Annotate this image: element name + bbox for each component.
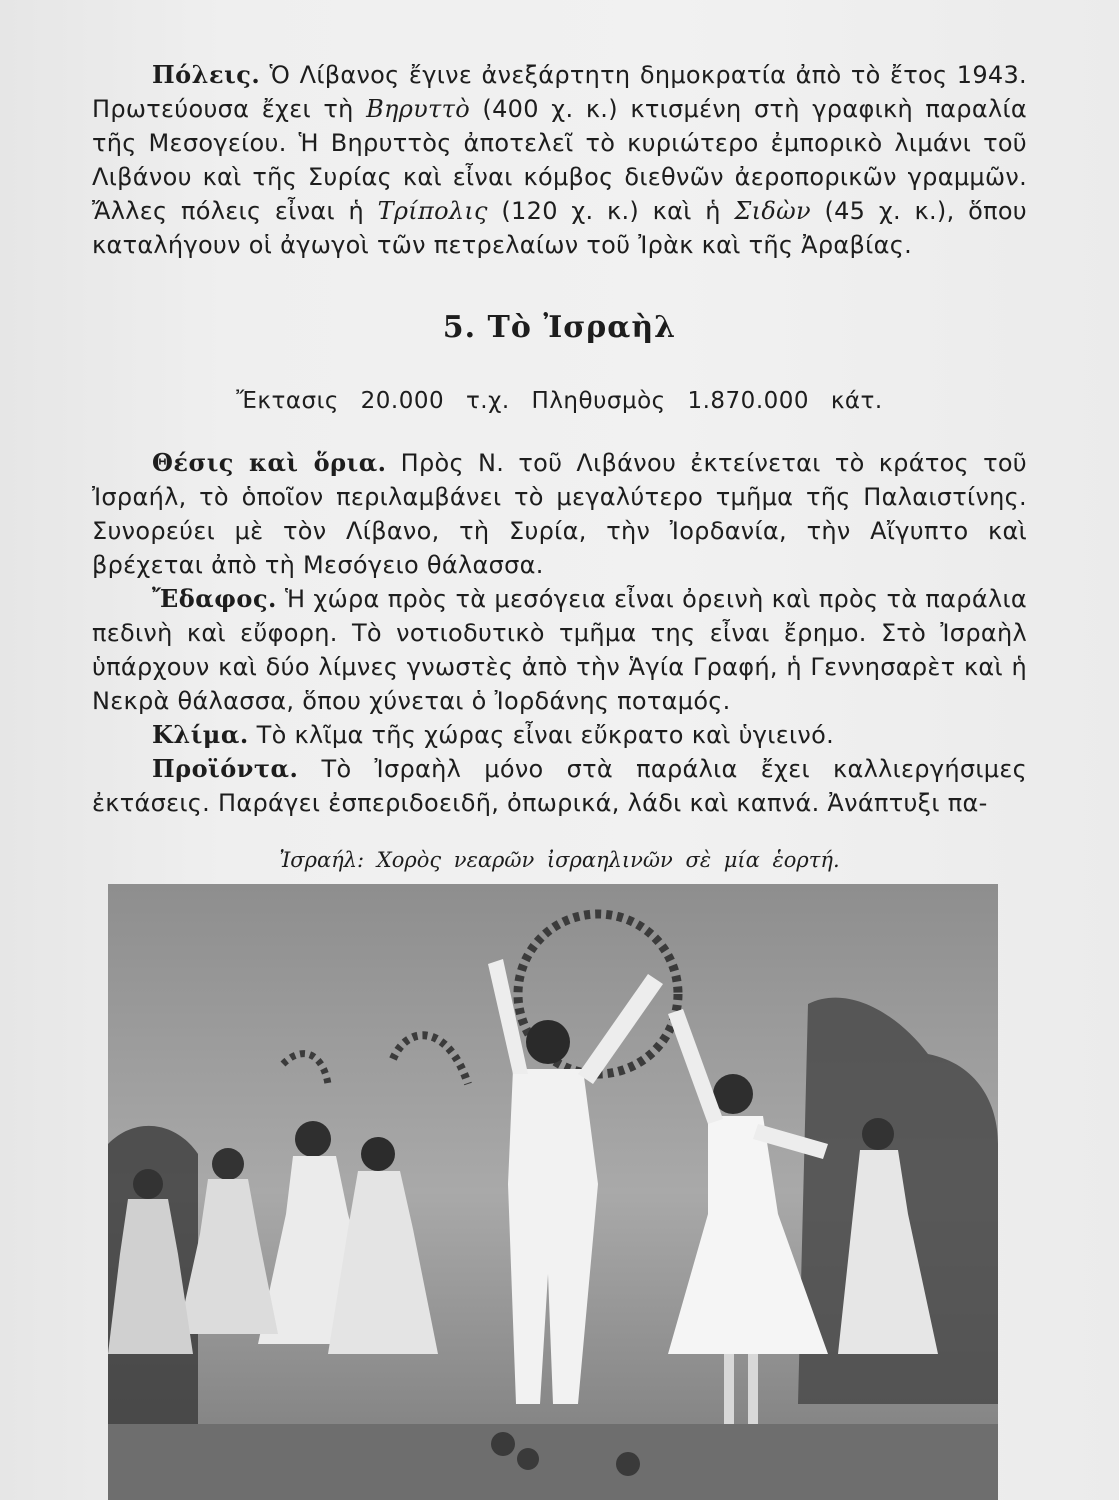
dance-photo <box>108 884 998 1500</box>
area-population-line: Ἔκτασις 20.000 τ.χ. Πληθυσμὸς 1.870.000 κάτ. <box>236 388 883 414</box>
cities-text-3: (120 χ. κ.) καὶ ἡ <box>487 197 735 225</box>
paragraph-climate <box>92 718 1027 752</box>
climate-lead: Κλίμα. <box>152 720 249 749</box>
dance-photo-illustration <box>108 884 998 1500</box>
cities-text-4: (45 χ. κ.), ὅπου καταλήγουν οἱ ἀγωγοὶ τῶν πετρελαίων τοῦ Ἰρὰκ καὶ τῆς Ἀραβίας. <box>92 197 1027 259</box>
climate-text: Τὸ κλῖμα τῆς χώρας εἶναι εὔκρατο καὶ ὑγιεινό. <box>248 721 835 749</box>
cities-lead: Πόλεις. <box>152 60 261 89</box>
terrain-text: Ἡ χώρα πρὸς τὰ μεσόγεια εἶναι ὀρεινὴ καὶ πρὸς τὰ παράλια πεδινὴ καὶ εὔφορη. Τὸ νοτιοδυτικὸ τμῆμα της εἶναι ἔρημο. Στὸ Ἰσραὴλ ὑπάρχουν καὶ δύο λίμνες γνωστὲς ἀπὸ τὴν Ἁγία Γραφή, ἡ Γεννησαρὲτ καὶ ἡ Νεκρὰ θάλασσα, ὅπου χύνεται ὁ Ἰορδάνης ποταμός. <box>92 585 1027 715</box>
paragraph-products <box>92 752 1027 820</box>
cities-paragraph <box>92 58 1027 262</box>
products-text: Τὸ Ἰσραὴλ μόνο στὰ παράλια ἔχει καλλιεργήσιμες ἐκτάσεις. Παράγει ἐσπεριδοειδῆ, ὀπωρικά, λάδι καὶ καπνά. Ἀνάπτυξι πα- <box>92 755 1027 817</box>
israel-body-text <box>92 446 1027 820</box>
photo-caption: Ἰσραήλ: Χορὸς νεαρῶν ἰσραηλινῶν σὲ μία ἑορτή. <box>279 848 840 872</box>
paragraph-terrain <box>92 582 1027 718</box>
cities-text-1: Ὁ Λίβανος ἔγινε ἀνεξάρτητη δημοκρατία ἀπὸ τὸ ἔτος 1943. Πρωτεύουσα ἔχει τὴ <box>92 61 1027 123</box>
position-borders-text: Πρὸς Ν. τοῦ Λιβάνου ἐκτείνεται τὸ κράτος τοῦ Ἰσραήλ, τὸ ὁποῖον περιλαμβάνει τὸ μεγαλύτερο τμῆμα τῆς Παλαιστίνης. Συνορεύει μὲ τὸν Λίβανο, τὴ Συρία, τὴν Ἰορδανία, τὴν Αἴγυπτο καὶ βρέχεται ἀπὸ τὴ Μεσόγειο θάλασσα. <box>92 449 1027 579</box>
city-tripoli: Τρίπολις <box>377 197 488 225</box>
city-beirut: Βηρυττὸ <box>366 95 470 123</box>
section-title: 5. Τὸ Ἰσραὴλ <box>442 310 677 345</box>
position-borders-lead: Θέσις καὶ ὅρια. <box>152 448 387 477</box>
products-lead: Προϊόντα. <box>152 754 299 783</box>
terrain-lead: Ἔδαφος. <box>152 584 277 613</box>
cities-text-2: (400 χ. κ.) κτισμένη στὴ γραφικὴ παραλία τῆς Μεσογείου. Ἡ Βηρυττὸς ἀποτελεῖ τὸ κυριώτερο ἐμπορικὸ λιμάνι τοῦ Λιβάνου καὶ τῆς Συρίας καὶ εἶναι κόμβος διεθνῶν ἀεροπορικῶν γραμμῶν. Ἄλλες πόλεις εἶναι ἡ <box>92 95 1027 225</box>
paragraph-position-borders <box>92 446 1027 582</box>
city-sidon: Σιδὼν <box>734 197 811 225</box>
